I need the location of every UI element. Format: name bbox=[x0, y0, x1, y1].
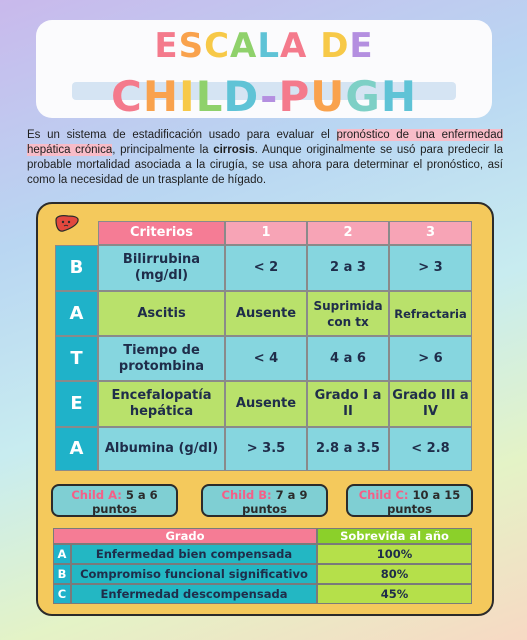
title-letter: G bbox=[345, 72, 381, 121]
score-cell: Grado I a II bbox=[307, 381, 389, 427]
header-score-2: 2 bbox=[307, 221, 389, 245]
row-letter: B bbox=[55, 245, 98, 291]
class-pill-b bbox=[201, 484, 328, 517]
score-cell: Suprimida con tx bbox=[307, 291, 389, 336]
grade-desc: Compromiso funcional significativo bbox=[71, 564, 317, 584]
class-label: Child C: bbox=[358, 488, 409, 502]
score-cell: 4 a 6 bbox=[307, 336, 389, 381]
score-cell: 2 a 3 bbox=[307, 245, 389, 291]
intro-text-2: , principalmente la bbox=[112, 144, 214, 156]
score-cell: > 6 bbox=[389, 336, 472, 381]
title-letter: L bbox=[257, 26, 281, 66]
class-range: 10 a 15 bbox=[412, 488, 461, 502]
score-cell: Ausente bbox=[225, 381, 307, 427]
grade-letter: B bbox=[53, 564, 71, 584]
grade-letter: C bbox=[53, 584, 71, 604]
class-label: Child A: bbox=[71, 488, 122, 502]
title-letter: C bbox=[110, 72, 143, 121]
header-score-3: 3 bbox=[389, 221, 472, 245]
grade-survival: 100% bbox=[317, 544, 472, 564]
class-unit: puntos bbox=[387, 502, 432, 516]
title-letter: C bbox=[204, 26, 231, 66]
title-line-1 bbox=[36, 26, 492, 66]
score-cell: < 4 bbox=[225, 336, 307, 381]
grade-header: Grado bbox=[53, 528, 317, 544]
title-line-2 bbox=[36, 72, 492, 121]
criterio-albumina: Albumina (g/dl) bbox=[98, 427, 225, 471]
intro-highlight: pronóstico de una enfermedad hepática crónica bbox=[27, 129, 504, 156]
intro-text-3: . Aunque originalmente se usó para predecir la probable mortalidad asociada a la cirugía, se usa ahora para determinar el pronóstico, así como la necesidad de un trasplante de hígado. bbox=[27, 144, 503, 186]
criterio-protombina: Tiempo de protombina bbox=[98, 336, 225, 381]
header-criterios: Criterios bbox=[98, 221, 225, 245]
title-card bbox=[36, 20, 492, 121]
grade-desc: Enfermedad descompensada bbox=[71, 584, 317, 604]
class-range: 7 a 9 bbox=[275, 488, 308, 502]
title-letter: H bbox=[380, 72, 418, 121]
title-letter: U bbox=[310, 72, 346, 121]
score-cell: > 3.5 bbox=[225, 427, 307, 471]
row-letter: A bbox=[55, 291, 98, 336]
row-letter: A bbox=[55, 427, 98, 471]
grade-letter: A bbox=[53, 544, 71, 564]
title-letter: L bbox=[195, 72, 224, 121]
score-cell: 2.8 a 3.5 bbox=[307, 427, 389, 471]
title-letter: A bbox=[280, 26, 308, 66]
title-letter: H bbox=[142, 72, 179, 121]
score-cell: < 2 bbox=[225, 245, 307, 291]
class-pill-c bbox=[346, 484, 473, 517]
title-letter: E bbox=[154, 26, 179, 66]
intro-bold: cirrosis bbox=[213, 144, 255, 156]
title-letter: D bbox=[223, 72, 261, 121]
liver-icon bbox=[54, 214, 80, 234]
grade-desc: Enfermedad bien compensada bbox=[71, 544, 317, 564]
intro-text-1: Es un sistema de estadificación usado para evaluar el bbox=[27, 129, 337, 141]
title-letter bbox=[307, 26, 320, 66]
class-pill-a bbox=[51, 484, 178, 517]
title-letter: - bbox=[260, 72, 279, 121]
row-letter: T bbox=[55, 336, 98, 381]
score-cell: Grado III a IV bbox=[389, 381, 472, 427]
title-letter: S bbox=[178, 26, 205, 66]
class-unit: puntos bbox=[92, 502, 137, 516]
grade-survival: 45% bbox=[317, 584, 472, 604]
class-range: 5 a 6 bbox=[125, 488, 158, 502]
score-cell: > 3 bbox=[389, 245, 472, 291]
grade-survival: 80% bbox=[317, 564, 472, 584]
class-label: Child B: bbox=[221, 488, 272, 502]
criterio-ascitis: Ascitis bbox=[98, 291, 225, 336]
row-letter: E bbox=[55, 381, 98, 427]
title-letter: A bbox=[230, 26, 258, 66]
score-cell: Ausente bbox=[225, 291, 307, 336]
title-letter: I bbox=[178, 72, 196, 121]
title-letter: D bbox=[320, 26, 350, 66]
title-letter: E bbox=[349, 26, 374, 66]
intro-paragraph bbox=[27, 128, 503, 188]
criterio-encefalopatia: Encefalopatía hepática bbox=[98, 381, 225, 427]
header-score-1: 1 bbox=[225, 221, 307, 245]
title-letter: P bbox=[278, 72, 311, 121]
score-cell: < 2.8 bbox=[389, 427, 472, 471]
criterio-bilirrubina: Bilirrubina (mg/dl) bbox=[98, 245, 225, 291]
score-cell: Refractaria bbox=[389, 291, 472, 336]
survival-header: Sobrevida al año bbox=[317, 528, 472, 544]
class-unit: puntos bbox=[242, 502, 287, 516]
